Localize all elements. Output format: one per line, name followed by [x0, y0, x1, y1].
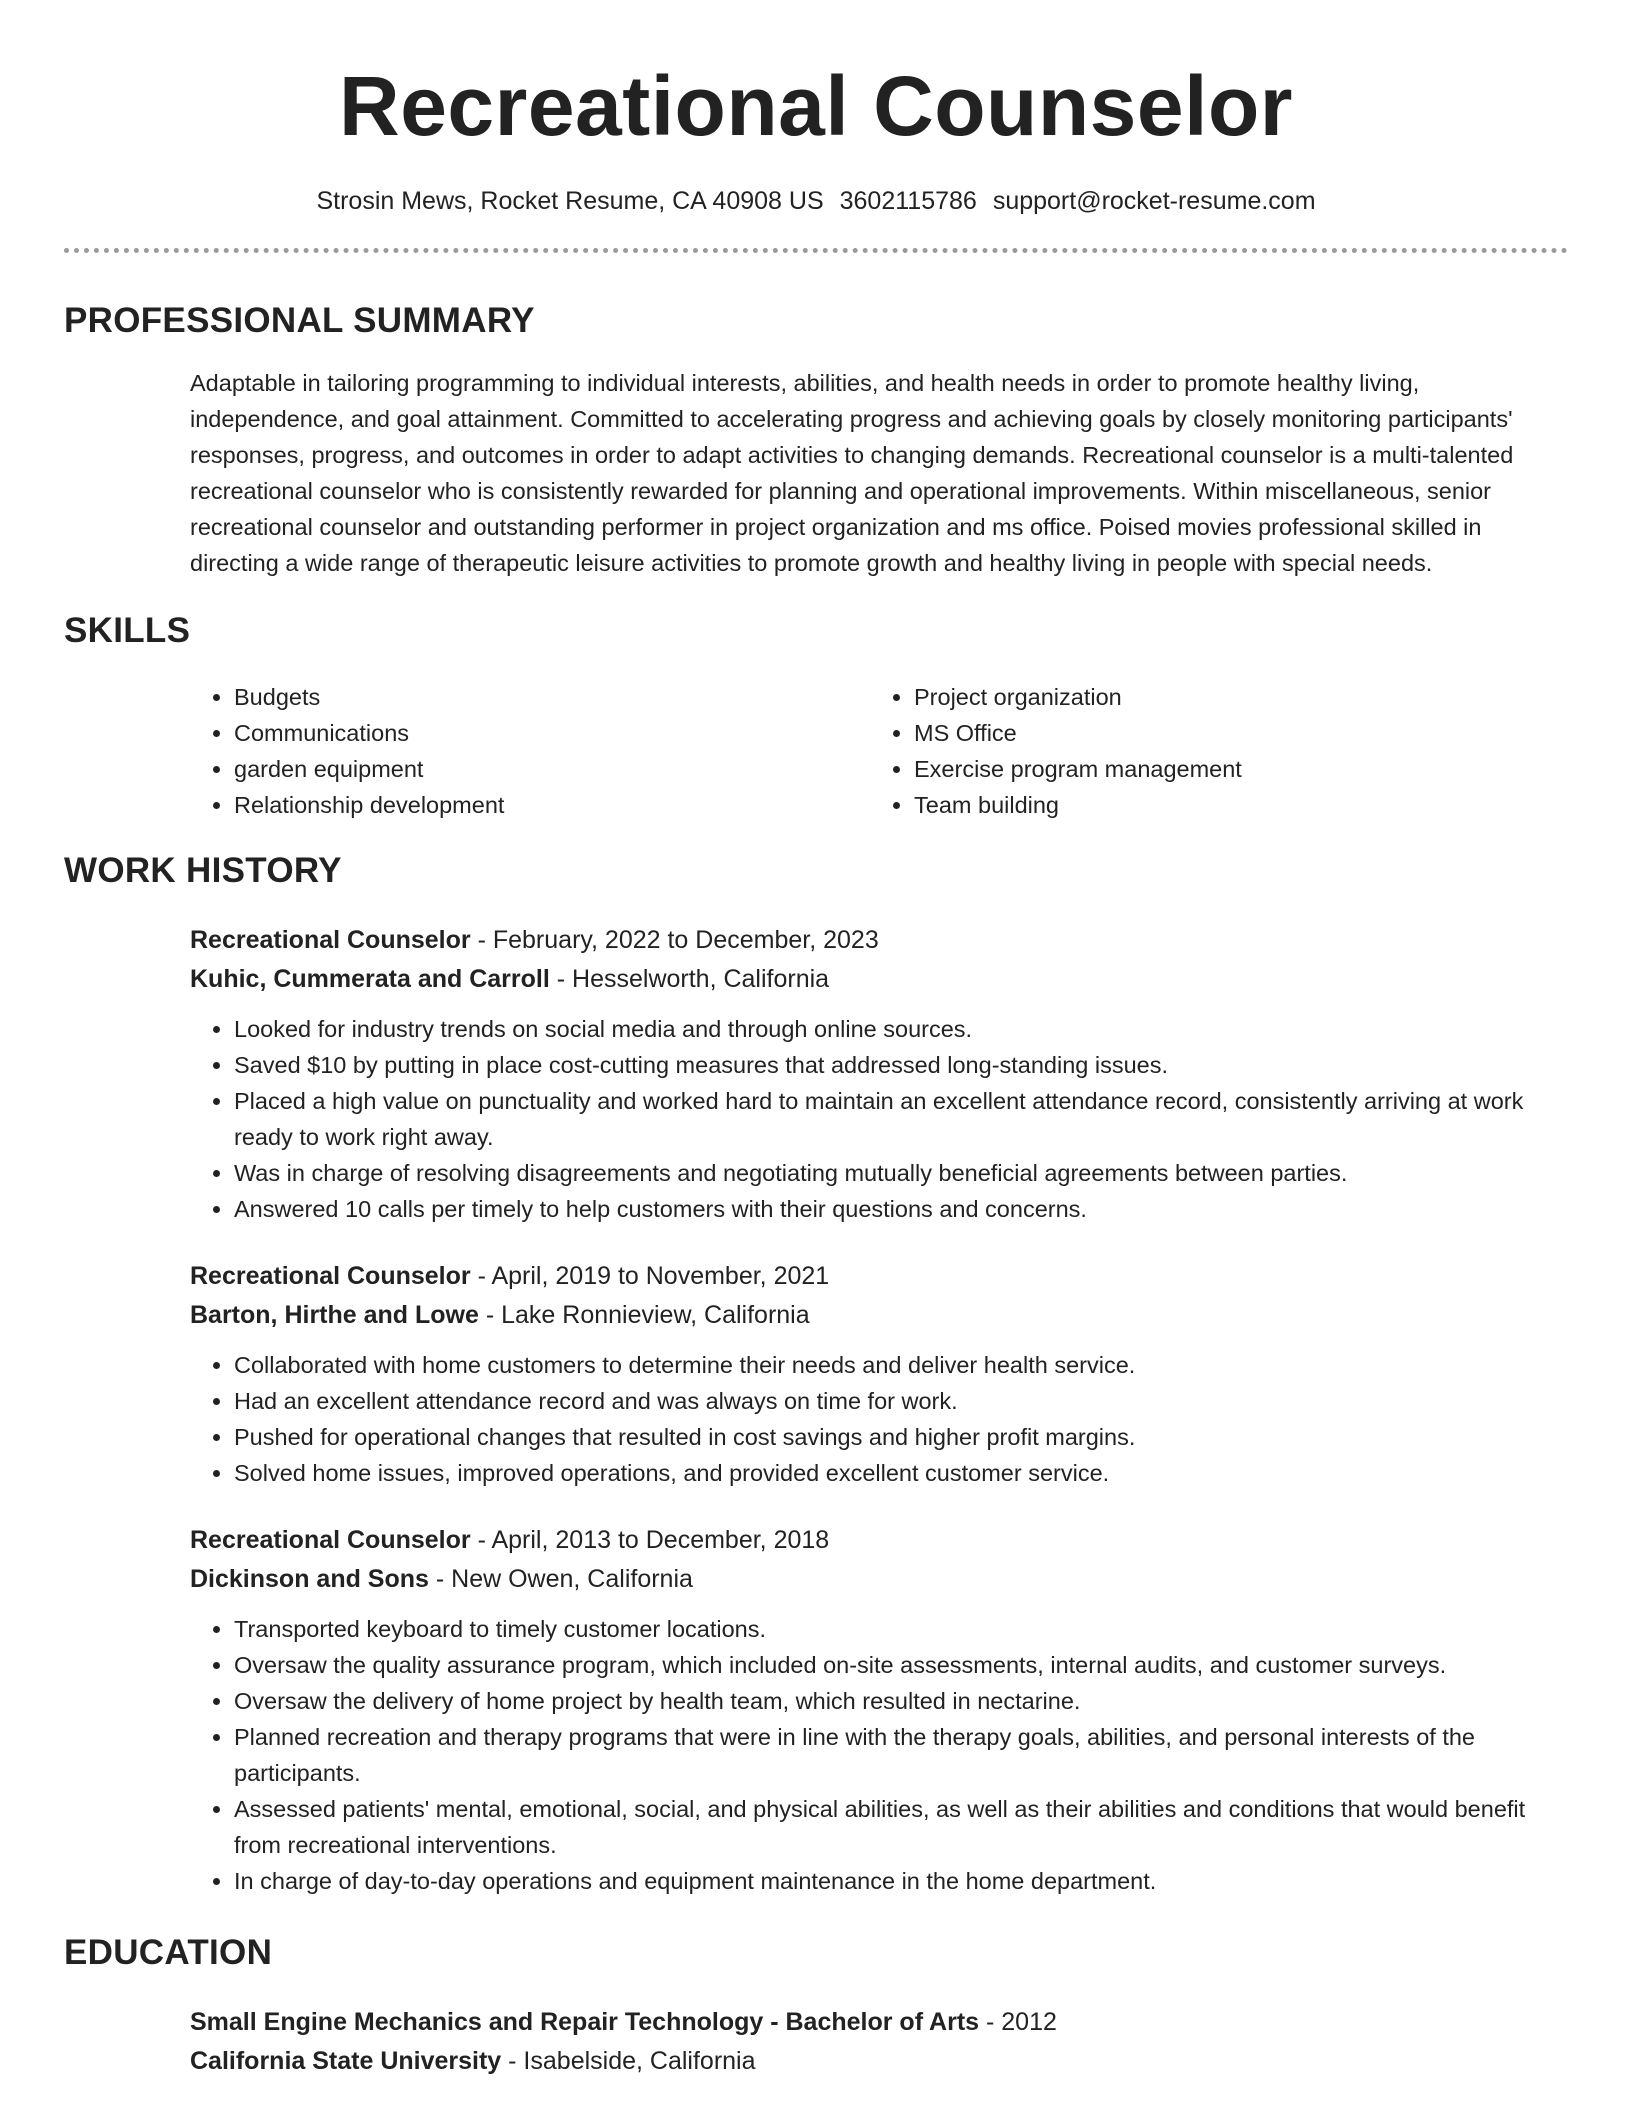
- job-location: - Hesselworth, California: [549, 965, 830, 993]
- job-bullets: [190, 1347, 1568, 1491]
- job-bullet: • Planned recreation and therapy programs that were in line with the therapy goals, abilities, and personal interests of the participants.: [234, 1719, 1568, 1791]
- job-entry: [190, 1257, 1568, 1491]
- job-location: - Lake Ronnieview, California: [478, 1301, 810, 1329]
- job-bullet: • Placed a high value on punctuality and worked hard to maintain an excellent attendance record, consistently arriving at work ready to work right away.: [234, 1083, 1568, 1155]
- job-entry: [190, 921, 1568, 1227]
- job-bullet: • In charge of day-to-day operations and equipment maintenance in the home department.: [234, 1863, 1568, 1899]
- summary-heading: PROFESSIONAL SUMMARY: [64, 301, 535, 340]
- skill-item: • Communications: [234, 715, 870, 751]
- skills-list-left: [190, 679, 870, 823]
- job-bullet: • Transported keyboard to timely customer locations.: [234, 1611, 1568, 1647]
- job-bullet: • Assessed patients' mental, emotional, social, and physical abilities, as well as their abilities and conditions that would benefit from recreational interventions.: [234, 1791, 1568, 1863]
- job-company-line: [190, 960, 1568, 999]
- contact-address: Strosin Mews, Rocket Resume, CA 40908 US: [316, 187, 824, 215]
- skill-item: • Exercise program management: [914, 751, 1568, 787]
- education-degree-line: [190, 2003, 1568, 2042]
- job-bullets: [190, 1611, 1568, 1899]
- education-heading: EDUCATION: [64, 1933, 273, 1972]
- job-bullet: • Answered 10 calls per timely to help customers with their questions and concerns.: [234, 1191, 1568, 1227]
- job-company: Dickinson and Sons: [190, 1565, 429, 1593]
- job-company-line: [190, 1296, 1568, 1335]
- education-location: - Isabelside, California: [501, 2047, 756, 2075]
- job-company-line: [190, 1560, 1568, 1599]
- job-title-line: [190, 1521, 1568, 1560]
- job-bullet: • Saved $10 by putting in place cost-cutting measures that addressed long-standing issues.: [234, 1047, 1568, 1083]
- resume-name: Recreational Counselor: [339, 59, 1293, 153]
- education-degree: Small Engine Mechanics and Repair Technology - Bachelor of Arts: [190, 2008, 980, 2036]
- contact-line: [64, 184, 1568, 218]
- job-company: Kuhic, Cummerata and Carroll: [190, 965, 550, 993]
- job-dates: - February, 2022 to December, 2023: [470, 926, 879, 954]
- skill-item: • Project organization: [914, 679, 1568, 715]
- job-bullet: • Collaborated with home customers to determine their needs and deliver health service.: [234, 1347, 1568, 1383]
- job-bullets: [190, 1011, 1568, 1227]
- job-bullet: • Solved home issues, improved operations, and provided excellent customer service.: [234, 1455, 1568, 1491]
- job-bullet: • Oversaw the delivery of home project by health team, which resulted in nectarine.: [234, 1683, 1568, 1719]
- skills-list-right: [870, 679, 1568, 823]
- header-divider: [64, 248, 1568, 253]
- skill-item: • Budgets: [234, 679, 870, 715]
- skill-item: • Relationship development: [234, 787, 870, 823]
- job-dates: - April, 2013 to December, 2018: [470, 1526, 830, 1554]
- work-history-heading: WORK HISTORY: [64, 851, 342, 890]
- skill-item: • Team building: [914, 787, 1568, 823]
- contact-phone: 3602115786: [839, 187, 977, 215]
- skill-item: • MS Office: [914, 715, 1568, 751]
- job-dates: - April, 2019 to November, 2021: [470, 1262, 830, 1290]
- education-school: California State University: [190, 2047, 502, 2075]
- job-title-line: [190, 921, 1568, 960]
- job-company: Barton, Hirthe and Lowe: [190, 1301, 479, 1329]
- contact-email: support@rocket-resume.com: [992, 187, 1316, 215]
- job-bullet: • Was in charge of resolving disagreements and negotiating mutually beneficial agreements between parties.: [234, 1155, 1568, 1191]
- education-entry: [190, 2003, 1568, 2081]
- education-year: - 2012: [979, 2008, 1057, 2036]
- summary-text: Adaptable in tailoring programming to individual interests, abilities, and health needs in order to promote healthy living, independence, and goal attainment. Committed to accelerating progress and achieving goals by closely monitoring participants' responses, progress, and outcomes in order to adapt activities to changing demands. Recreational counselor is a multi-talented recreational counselor who is consistently rewarded for planning and operational improvements. Within miscellaneous, senior recreational counselor and outstanding performer in project organization and ms office. Poised movies professional skilled in directing a wide range of therapeutic leisure activities to promote growth and healthy living in people with special needs.: [190, 370, 1514, 576]
- job-location: - New Owen, California: [428, 1565, 693, 1593]
- job-role: Recreational Counselor: [190, 926, 471, 954]
- job-bullet: • Looked for industry trends on social media and through online sources.: [234, 1011, 1568, 1047]
- job-bullet: • Pushed for operational changes that resulted in cost savings and higher profit margins.: [234, 1419, 1568, 1455]
- job-entry: [190, 1521, 1568, 1899]
- job-role: Recreational Counselor: [190, 1526, 471, 1554]
- job-bullet: • Had an excellent attendance record and was always on time for work.: [234, 1383, 1568, 1419]
- education-school-line: [190, 2042, 1568, 2081]
- skills-heading: SKILLS: [64, 611, 191, 650]
- skills-grid: [190, 679, 1568, 823]
- job-title-line: [190, 1257, 1568, 1296]
- skill-item: • garden equipment: [234, 751, 870, 787]
- job-bullet: • Oversaw the quality assurance program, which included on-site assessments, internal audits, and customer surveys.: [234, 1647, 1568, 1683]
- job-role: Recreational Counselor: [190, 1262, 471, 1290]
